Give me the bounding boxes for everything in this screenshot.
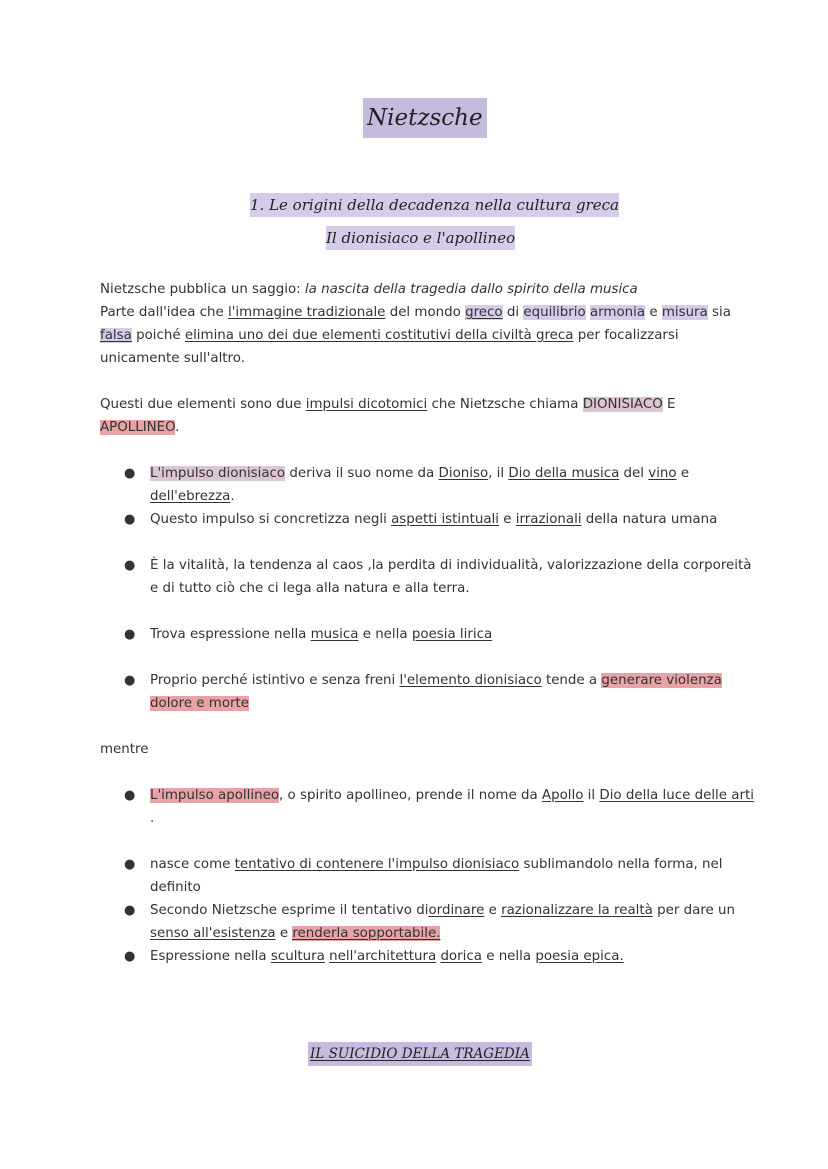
connector-text: mentre [100, 742, 149, 757]
intro-line-3: falsa poiché elimina uno dei due elementi costitutivi della civiltà greca per focalizzarsi [100, 328, 679, 343]
bullet-icon: ● [124, 788, 136, 803]
bullet-icon: ● [124, 673, 136, 688]
bullet-icon: ● [124, 903, 136, 918]
bullet-icon: ● [124, 512, 136, 527]
bullet-icon: ● [124, 558, 136, 573]
intro-line-2: Parte dall'idea che l'immagine tradizionale del mondo greco di equilibrio armonia e misura sia [100, 305, 731, 320]
bullet-icon: ● [124, 627, 136, 642]
bullet-icon: ● [124, 857, 136, 872]
intro-line-1: Nietzsche pubblica un saggio: la nascita della tragedia dallo spirito della musica [100, 282, 638, 297]
bullet-icon: ● [124, 466, 136, 481]
elements-line-1: Questi due elementi sono due impulsi dicotomici che Nietzsche chiama DIONISIACO E [100, 397, 676, 412]
section-title: IL SUICIDIO DELLA TRAGEDIA [308, 1042, 532, 1066]
bullet-icon: ● [124, 949, 136, 964]
document-page: Nietzsche 1. Le origini della decadenza nella cultura greca Il dionisiaco e l'apollineo Nietzsche pubblica un saggio: la nascita della tragedia dallo spirito della musica Parte dall'idea che l'immagine tradizionale del mondo greco di equilibrio armonia e misura sia falsa poiché elimina uno dei due elementi costitutivi della civiltà greca per focalizzarsi unicamente sull'altro. Questi due elementi sono due impulsi dicotomici che Nietzsche chiama DIONISIACO E APOLLINEO. ● L'impulso dionisiaco deriva il suo nome da Dioniso, il Dio della musica del vino e dell'ebrezza. ● Questo impulso si concretizza negli aspetti istintuali e irrazionali della natura umana ● È la vitalità, la tendenza al caos ,la perdita di individualità, valorizzazione della corporeità e di tutto ciò che ci lega alla natura e alla terra. ● Trova espressione nella musica e nella poesia lirica ● Proprio perché istintivo e senza freni l'elemento dionisiaco tende a generare violenza dolore e morte mentre ● L'impulso apollineo, o spirito apollineo, prende il nome da Apollo il Dio della luce delle arti . ● nasce come tentativo di contenere l'impulso dionisiaco sublimandolo nella forma, nel definito ● Secondo Nietzsche esprime il tentativo diordinare e razionalizzare la realtà per dare un senso all'esistenza e renderla sopportabile. ● Espressione nella scultura nell'architettura dorica e nella poesia epica. IL SUICIDIO DELLA TRAGEDIA [0, 0, 828, 1169]
page-title: Nietzsche [363, 98, 487, 138]
section-subheading: Il dionisiaco e l'apollineo [326, 226, 515, 250]
intro-line-4: unicamente sull'altro. [100, 351, 245, 366]
elements-line-2: APOLLINEO. [100, 420, 180, 435]
section-heading: 1. Le origini della decadenza nella cultura greca [250, 193, 619, 217]
